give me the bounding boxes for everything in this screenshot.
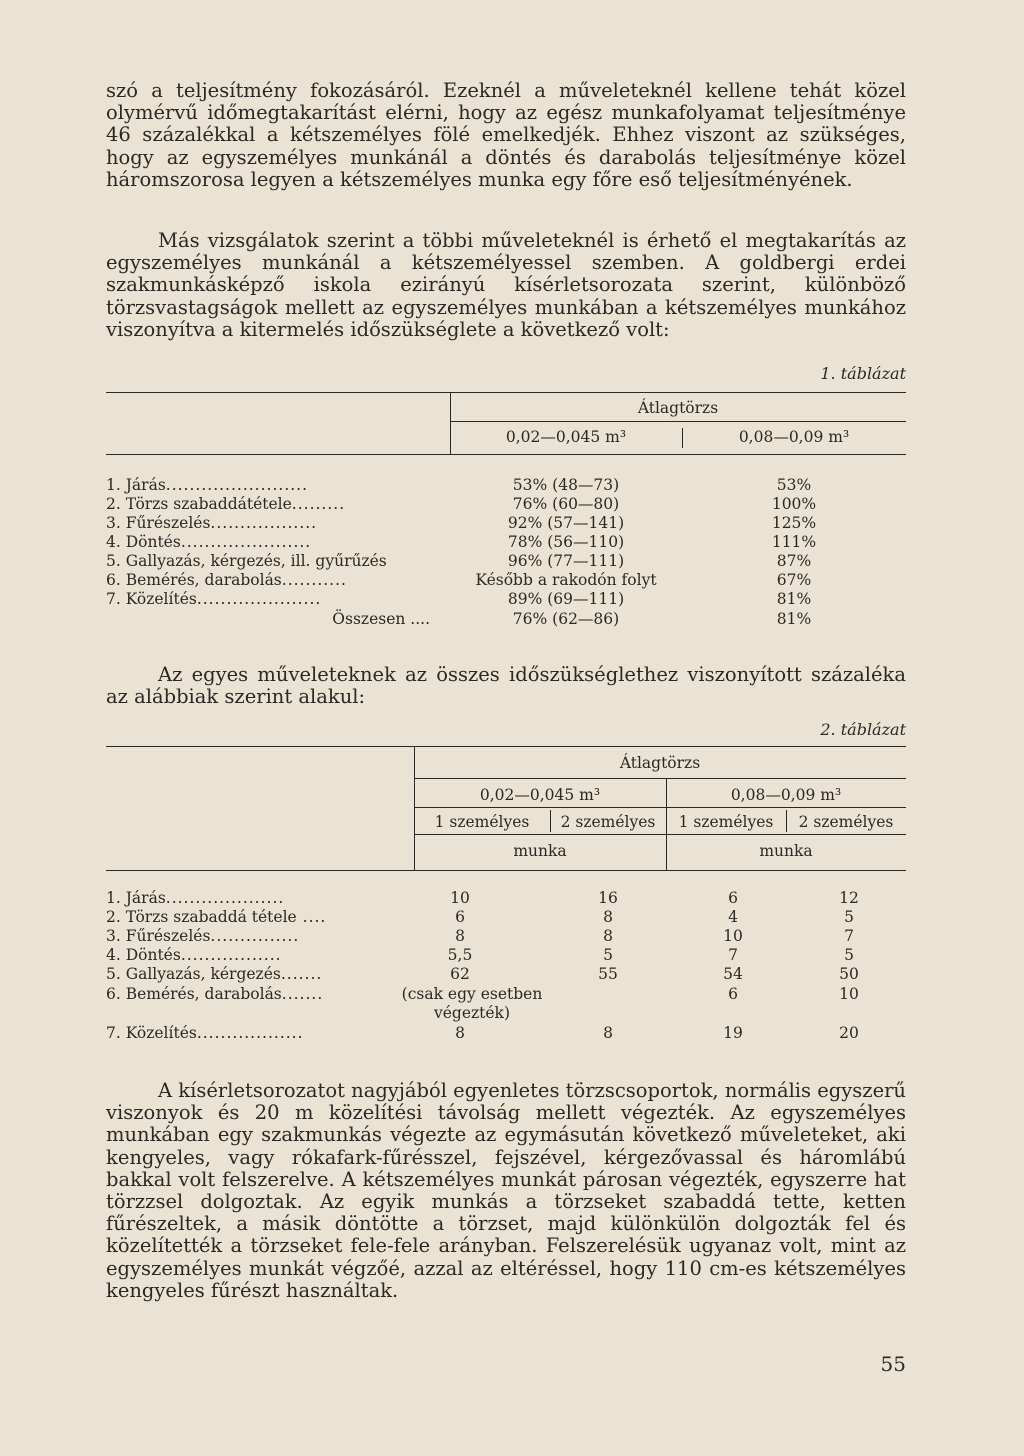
table-2-cell: 10 — [450, 889, 470, 907]
table-1-row-label: 7. Közelítés..................... — [106, 590, 322, 608]
table-1-row-label: 6. Bemérés, darabolás........... — [106, 571, 347, 589]
table-2-cell: (csak egy esetben végezték) — [401, 985, 543, 1022]
table-2-sub-header: 2 személyes — [560, 813, 656, 831]
table-2-row-label: 3. Fűrészelés............... — [106, 927, 300, 945]
table-1-row-label: 3. Fűrészelés.................. — [106, 514, 318, 532]
table-2-group-rule — [414, 778, 906, 779]
table-1-cell: 78% (56—110) — [507, 533, 625, 551]
table-1-top-rule — [106, 392, 906, 393]
table-2-cell: 6 — [455, 908, 465, 926]
table-2-header-rule — [106, 870, 906, 871]
table-2-row-label: 5. Gallyazás, kérgezés....... — [106, 965, 323, 983]
table-2-cell: 5 — [844, 908, 854, 926]
table-1-col2-header: 0,08—0,09 m³ — [738, 428, 850, 446]
table-2-cell: 8 — [455, 1024, 465, 1042]
table-1-cell: 92% (57—141) — [507, 514, 625, 532]
paragraph-3 — [106, 664, 906, 708]
table-2-cell: 20 — [839, 1024, 859, 1042]
table-2-group-header: Átlagtörzs — [619, 754, 701, 772]
table-1-cell: 125% — [771, 514, 817, 532]
table-1-cell: Később a rakodón folyt — [475, 571, 657, 589]
paragraph-2 — [106, 230, 906, 341]
table-1-header-rule — [106, 454, 906, 455]
table-1-cell: 89% (69—111) — [507, 590, 625, 608]
table-2-cell: 50 — [839, 965, 859, 983]
table-1-cell: 53% (48—73) — [512, 476, 620, 494]
table-2-munka-label: munka — [513, 842, 567, 860]
table-2-sub-header: 2 személyes — [798, 813, 894, 831]
table-2-cell: 19 — [723, 1024, 743, 1042]
table-2-cell: 8 — [455, 927, 465, 945]
table-1-total-cell: 76% (62—86) — [512, 610, 620, 628]
table-2-sub-header: 1 személyes — [678, 813, 774, 831]
table-1-cell: 53% — [776, 476, 812, 494]
table-1-cell: 87% — [776, 552, 812, 570]
table-2-cell: 8 — [603, 1024, 613, 1042]
table-2-cell: 7 — [844, 927, 854, 945]
table-1-total-cell: 81% — [776, 610, 812, 628]
paragraph-2-text: Más vizsgálatok szerint a többi műveleteknél is érhető el megtakarítás az egyszemélyes munkánál a kétszemélyessel szemben. A goldbergi erdei szakmunkásképző iskola ezirányú kísérletsorozata szerint, különböző törzsvastagságok mellett az egyszemélyes munkában a kétszemélyes munkához viszonyítva a kitermelés időszükséglete a következő volt: — [106, 229, 906, 341]
table-1-cell: 111% — [771, 533, 817, 551]
table-1-total-label: Összesen .... — [332, 610, 430, 628]
table-2-cell: 54 — [723, 965, 743, 983]
table-1-cell: 96% (77—111) — [507, 552, 625, 570]
table-2-sub-rule — [414, 807, 906, 808]
table-1-group-header: Átlagtörzs — [637, 399, 719, 417]
table-2-cell: 8 — [603, 908, 613, 926]
table-1-cell: 67% — [776, 571, 812, 589]
table-2-cell: 16 — [598, 889, 618, 907]
paragraph-1: szó a teljesítmény fokozásáról. Ezeknél a műveleteknél kellene tehát közel olymérvű időmegtakarítást elérni, hogy az egész munkafolyamat teljesítménye 46 százalékkal a kétszemélyes fölé emelkedjék. Ehhez viszont az szükséges, hogy az egyszemélyes munkánál a döntés és darabolás teljesítménye közel háromszorosa legyen a kétszemélyes munka egy főre eső teljesítményének. — [106, 79, 906, 191]
table-1-caption: 1. táblázat — [820, 364, 906, 383]
paragraph-3-text: Az egyes műveleteknek az összes időszükséglethez viszonyított százaléka az alábbiak szerint alakul: — [106, 663, 906, 709]
table-2-cell: 5 — [844, 946, 854, 964]
table-2-cell: 55 — [598, 965, 618, 983]
table-1-cell: 81% — [776, 590, 812, 608]
table-1-col1-header: 0,02—0,045 m³ — [505, 428, 627, 446]
table-2-cell: 8 — [603, 927, 613, 945]
table-1-row-label: 4. Döntés...................... — [106, 533, 312, 551]
table-2-col2-header: 0,08—0,09 m³ — [730, 786, 842, 804]
table-2-cell: 7 — [728, 946, 738, 964]
table-2-cell: 5 — [603, 946, 613, 964]
table-2-col1-header: 0,02—0,045 m³ — [479, 786, 601, 804]
table-2-munka-rule — [414, 834, 906, 835]
table-2-cell: 6 — [728, 889, 738, 907]
table-2-cell: 12 — [839, 889, 859, 907]
table-2-row-label: 2. Törzs szabaddá tétele .... — [106, 908, 327, 926]
table-2-row-label: 6. Bemérés, darabolás....... — [106, 985, 324, 1003]
table-2-row-label: 1. Járás.................... — [106, 889, 285, 907]
table-1-row-label: 5. Gallyazás, kérgezés, ill. gyűrűzés — [106, 552, 387, 570]
table-1-group-rule — [450, 421, 906, 422]
table-2-cell: 5,5 — [447, 946, 473, 964]
table-2-cell: 62 — [450, 965, 470, 983]
table-2-munka-label: munka — [759, 842, 813, 860]
table-2-row-label: 4. Döntés................. — [106, 946, 282, 964]
table-2-caption: 2. táblázat — [820, 720, 906, 739]
table-2-row-label: 7. Közelítés.................. — [106, 1024, 304, 1042]
table-1-row-label: 1. Járás........................ — [106, 476, 309, 494]
table-1-cell: 100% — [771, 495, 817, 513]
table-2-top-rule — [106, 746, 906, 747]
table-1-cell: 76% (60—80) — [512, 495, 620, 513]
table-2-cell: 10 — [839, 985, 859, 1003]
table-2-cell: 10 — [723, 927, 743, 945]
table-1-row-label: 2. Törzs szabaddátétele......... — [106, 495, 346, 513]
paragraph-4-text: A kísérletsorozatot nagyjából egyenletes törzscsoportok, normális egyszerű viszonyok és 20 m közelítési távolság mellett végezték. Az egyszemélyes munkában egy szakmunkás végezte az egymásután következő műveleteket, aki kengyeles, vagy rókafark-fűrésszel, fejszével, kérgezővassal és háromlábú bakkal volt felszerelve. A kétszemélyes munkát párosan végezték, egyszerre hat törzzsel dolgoztak. Az egyik munkás a törzseket szabaddá tette, ketten fűrészeltek, a másik döntötte a törzset, majd különkülön dolgozták fel és közelítették a törzseket fele-fele arányban. Felszerelésük ugyanaz volt, mint az egyszemélyes munkát végzőé, azzal az eltéréssel, hogy 110 cm-es kétszemélyes kengyeles fűrészt használtak. — [106, 1079, 906, 1302]
paragraph-4 — [106, 1080, 906, 1302]
table-2-sub-header: 1 személyes — [434, 813, 530, 831]
page-number: 55 — [880, 1352, 906, 1376]
table-2-cell: 4 — [728, 908, 738, 926]
table-2-cell: 6 — [728, 985, 738, 1003]
